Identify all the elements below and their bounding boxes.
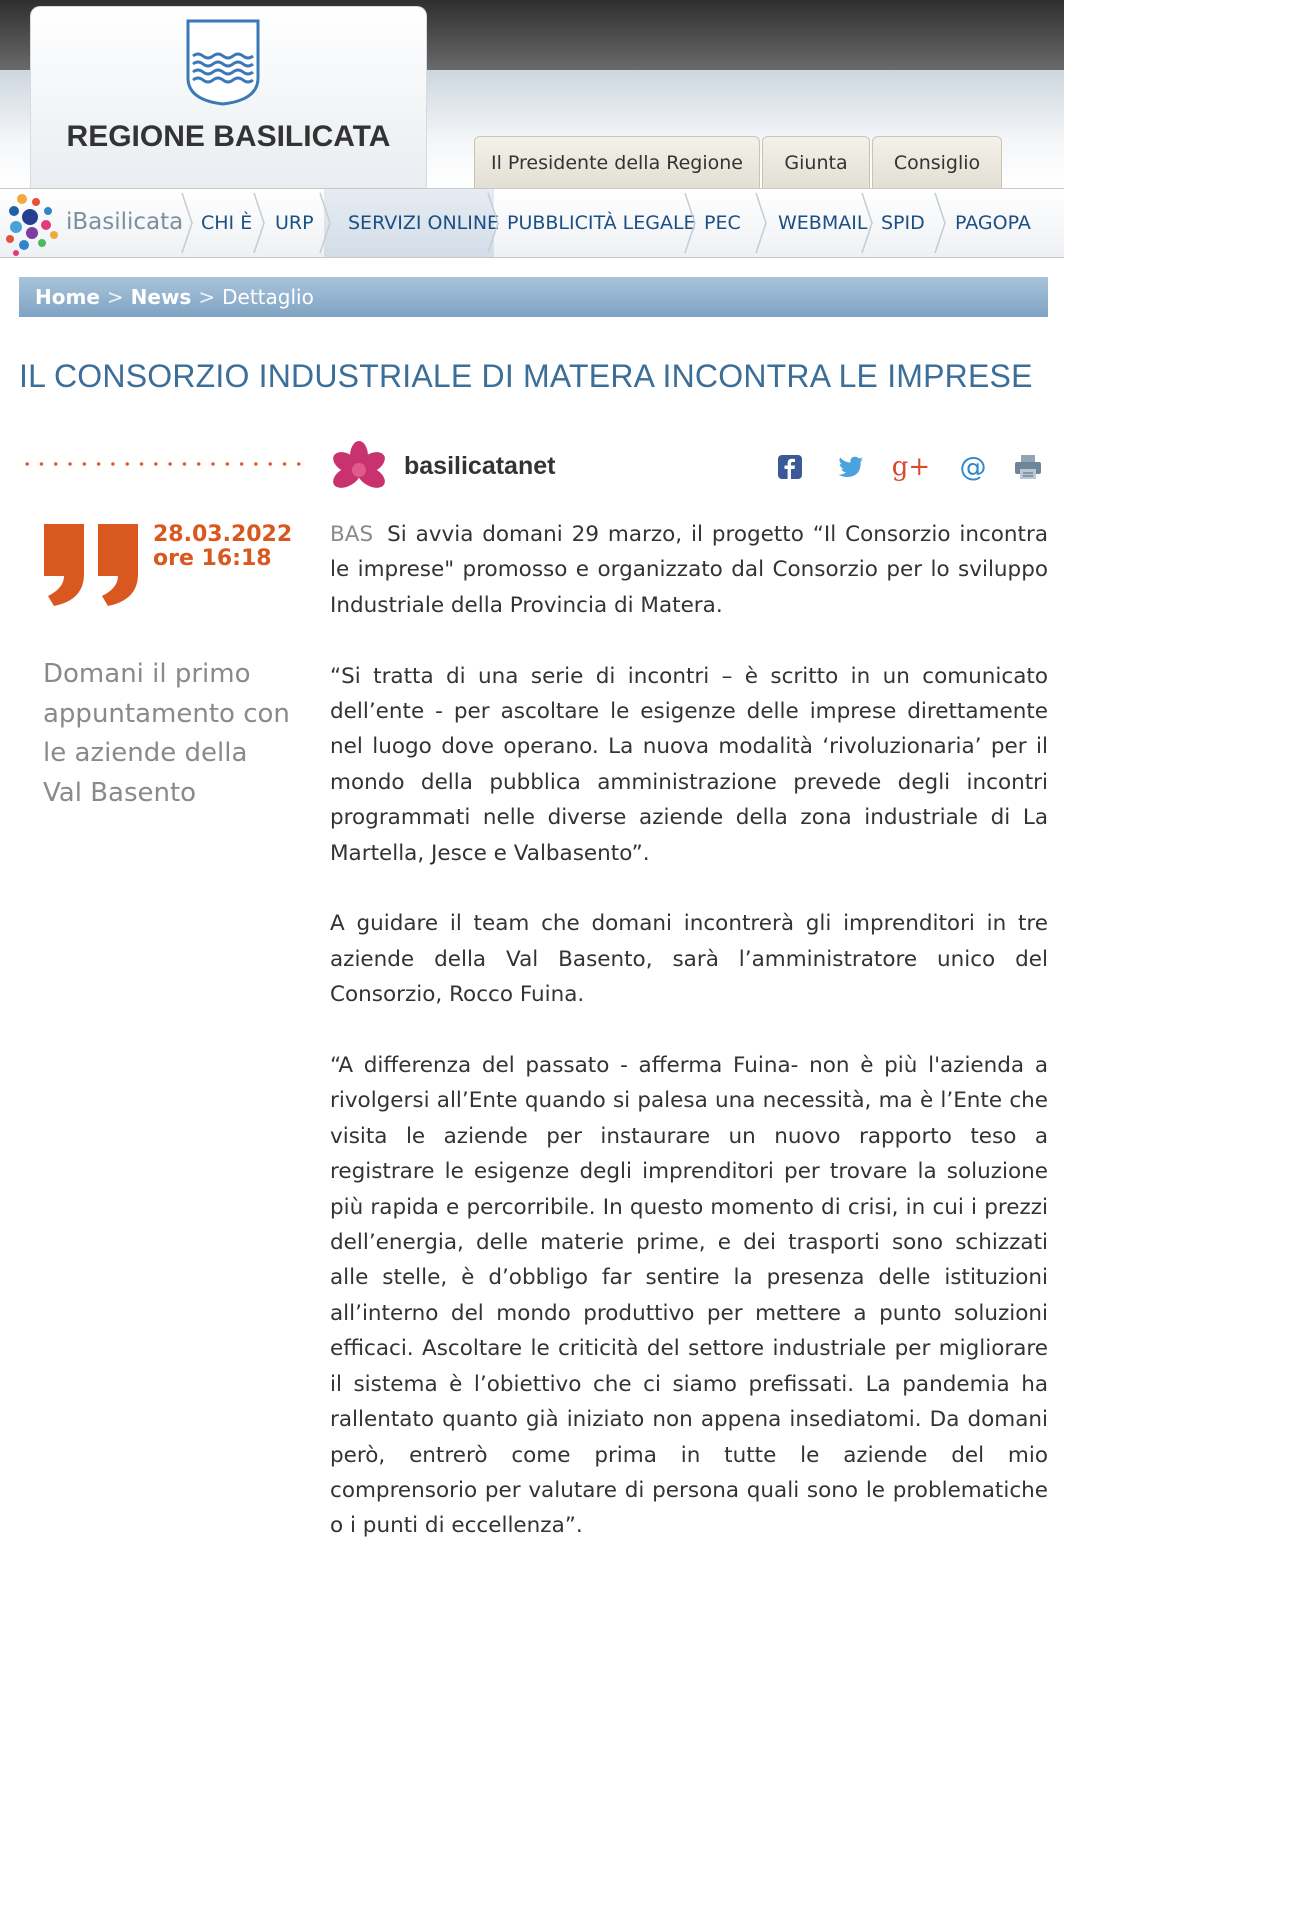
breadcrumb-separator: > [106,285,124,309]
page-title: IL CONSORZIO INDUSTRIALE DI MATERA INCONTRA LE IMPRESE [19,358,1033,394]
breadcrumb-current: Dettaglio [222,285,314,309]
article-lead-paragraph [330,517,1048,623]
nav-separator-icon [252,189,266,257]
breadcrumb-separator: > [198,285,216,309]
facebook-icon[interactable] [775,452,805,482]
quote-mark-icon [42,522,140,608]
tab-consiglio[interactable]: Consiglio [872,136,1002,188]
nav-item-spid[interactable]: SPID [881,212,925,234]
google-plus-icon[interactable]: g+ [891,452,931,482]
breadcrumb-news[interactable]: News [130,285,192,309]
article-date: 28.03.2022 [153,522,293,547]
tab-giunta[interactable]: Giunta [762,136,870,188]
ibasilicata-logo[interactable] [0,189,182,257]
nav-item-webmail[interactable]: WEBMAIL [778,212,868,234]
tab-presidente[interactable]: Il Presidente della Regione [474,136,760,188]
article-subtitle: Domani il primo appuntamento con le aziende della Val Basento [43,659,290,808]
nav-separator-icon [486,189,500,257]
nav-separator-icon [754,189,768,257]
ibasilicata-logo-icon [2,191,66,257]
breadcrumb [19,277,1048,317]
article-lead-text: Si avvia domani 29 marzo, il progetto “Il Consorzio incontra le imprese" promosso e organizzato dal Consorzio per lo sviluppo Industriale della Provincia di Matera. [330,522,1048,618]
region-emblem-icon[interactable] [185,18,261,106]
article-body [330,517,1048,1579]
article-paragraph: “Si tratta di una serie di incontri – è scritto in un comunicato dell’ente - per ascoltare le esigenze delle imprese direttamente nel luogo dove operano. La nuova modalità ‘rivoluzionaria’ per il mondo della pubblica amministrazione prevede degli incontri programmati nelle diverse aziende della zona industriale di La Martella, Jesce e Valbasento”. [330,663,1048,866]
basilicatanet-logo-icon[interactable] [328,440,390,496]
print-icon [1014,454,1042,480]
nav-separator-icon [860,189,874,257]
nav-item-urp[interactable]: URP [275,212,314,234]
nav-separator-icon [933,189,947,257]
print-icon[interactable] [1013,452,1043,482]
twitter-icon [838,456,864,478]
nav-item-pubblicita-legale[interactable]: PUBBLICITÀ LEGALE [507,212,696,234]
article-time: ore 16:18 [153,546,272,571]
nav-item-pec[interactable]: PEC [704,212,741,234]
region-name[interactable]: REGIONE BASILICATA [66,120,391,153]
dotted-divider [20,462,306,466]
main-nav-bar [0,188,1064,258]
nav-item-pagopa[interactable]: PAGOPA [955,212,1031,234]
facebook-icon [777,454,803,480]
nav-separator-icon [318,189,332,257]
nav-item-servizi-online[interactable]: SERVIZI ONLINE [348,212,500,234]
nav-separator-icon [683,189,697,257]
nav-separator-icon [180,189,194,257]
ibasilicata-brand-text: iBasilicata [66,209,184,235]
nav-item-chi-e[interactable]: CHI È [201,212,253,234]
source-name[interactable]: basilicatanet [404,452,556,480]
article-paragraph: “A differenza del passato - afferma Fuina- non è più l'azienda a rivolgersi all’Ente quando si palesa una necessità, ma è l’Ente che visita le aziende per instaurare un nuovo rapporto teso a registrare le esigenze degli imprenditori per trovare la soluzione più rapida e percorribile. In questo momento di crisi, in cui i prezzi dell’energia, delle materie prime, e dei trasporti sono schizzati alle stelle, è d’obbligo far sentire la presenza delle istituzioni all’interno del mondo produttivo per mettere a punto soluzioni efficaci. Ascoltare le criticità del settore industriale per migliorare il sistema è l’obiettivo che ci siamo prefissati. La pandemia ha rallentato quanto già iniziato non appena insediatomi. Da domani però, entrerò come prima in tutte le aziende del mio comprensorio per valutare di persona quali sono le problematiche o i punti di eccellenza”. [330,1053,1048,1539]
email-icon[interactable]: @ [959,451,987,483]
breadcrumb-home[interactable]: Home [35,285,100,309]
article-paragraph: A guidare il team che domani incontrerà gli imprenditori in tre aziende della Val Basento, sarà l’amministratore unico del Consorzio, Rocco Fuina. [330,911,1048,1008]
article-tag: BAS [330,522,374,547]
twitter-icon[interactable] [836,452,866,482]
